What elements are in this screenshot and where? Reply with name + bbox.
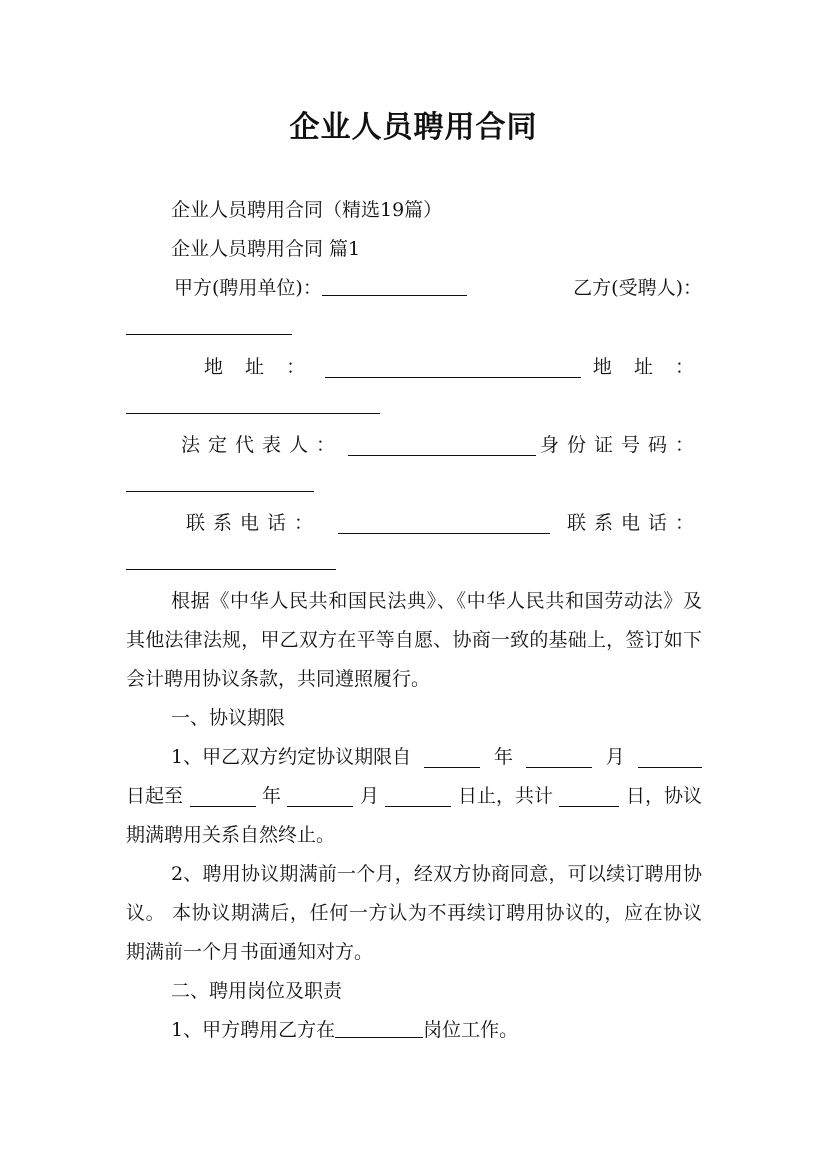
start-year-blank: [424, 747, 480, 768]
clause-1-line-1: [126, 738, 702, 777]
clause-2-paragraph: 2、聘用协议期满前一个月，经双方协商同意，可以续订聘用协议。 本协议期满后，任何一方认为不再续订聘用协议的，应在协议期满前一个月书面通知对方。: [126, 863, 702, 963]
clause-3-text-b: 岗位工作。: [423, 1019, 519, 1041]
start-day-blank: [638, 747, 702, 768]
party-b-blank: [126, 334, 292, 335]
legal-row: [126, 426, 702, 465]
legal-rep-label: 法定代表人：: [181, 434, 344, 456]
end-year-blank: [190, 786, 256, 807]
total-days-label: 日，协议: [625, 785, 702, 807]
total-days-blank: [559, 786, 619, 807]
end-year-label: 年: [261, 785, 281, 807]
clause-1-text-b: 日起至: [126, 785, 184, 807]
phone-b-blank: [126, 569, 336, 570]
intro-paragraph: 根据《中华人民共和国民法典》、《中华人民共和国劳动法》及其他法律法规，甲乙双方在平等自愿、协商一致的基础上，签订如下会计聘用协议条款，共同遵照履行。: [126, 590, 702, 690]
year-label: 年: [493, 746, 513, 768]
phone-a-label: 联系电话：: [186, 512, 322, 534]
clause-1-text-a: 1、甲乙双方约定协议期限自: [171, 746, 412, 768]
address-row: [126, 348, 702, 387]
heading-term: 一、协议期限: [171, 707, 286, 729]
legal-rep-blank: [348, 435, 536, 456]
clause-3-text-a: 1、甲方聘用乙方在: [171, 1019, 336, 1041]
party-b-label: 乙方(受聘人)：: [573, 277, 702, 299]
clause-3-line: [171, 1011, 747, 1050]
phone-b-label: 联系电话：: [566, 512, 702, 534]
month-label: 月: [605, 746, 625, 768]
end-month-label: 月: [359, 785, 379, 807]
id-label: 身份证号码：: [539, 434, 702, 456]
id-blank: [126, 491, 314, 492]
end-day-blank: [385, 786, 451, 807]
clause-1-line-2: [126, 777, 702, 816]
address-a-blank: [325, 357, 581, 378]
phone-row: [126, 504, 702, 543]
heading-position: 二、聘用岗位及职责: [171, 980, 343, 1002]
party-a-label: 甲方(聘用单位)：: [174, 277, 322, 299]
section-heading: 企业人员聘用合同 篇1: [171, 238, 361, 260]
document-subtitle: 企业人员聘用合同（精选19篇）: [171, 199, 443, 221]
end-month-blank: [287, 786, 353, 807]
party-a-field: [174, 269, 467, 308]
document-title: 企业人员聘用合同: [289, 110, 538, 145]
address-a-label: 地 址 ：: [204, 356, 314, 378]
party-a-blank: [322, 275, 467, 296]
address-b-blank: [126, 413, 380, 414]
end-day-label: 日止，共计: [457, 785, 553, 807]
phone-a-blank: [338, 513, 550, 534]
position-blank: [335, 1017, 423, 1038]
start-month-blank: [526, 747, 592, 768]
clause-1-line-3: 期满聘用关系自然终止。: [126, 824, 336, 846]
party-row: [126, 269, 702, 308]
address-b-label: 地 址 ：: [592, 356, 702, 378]
